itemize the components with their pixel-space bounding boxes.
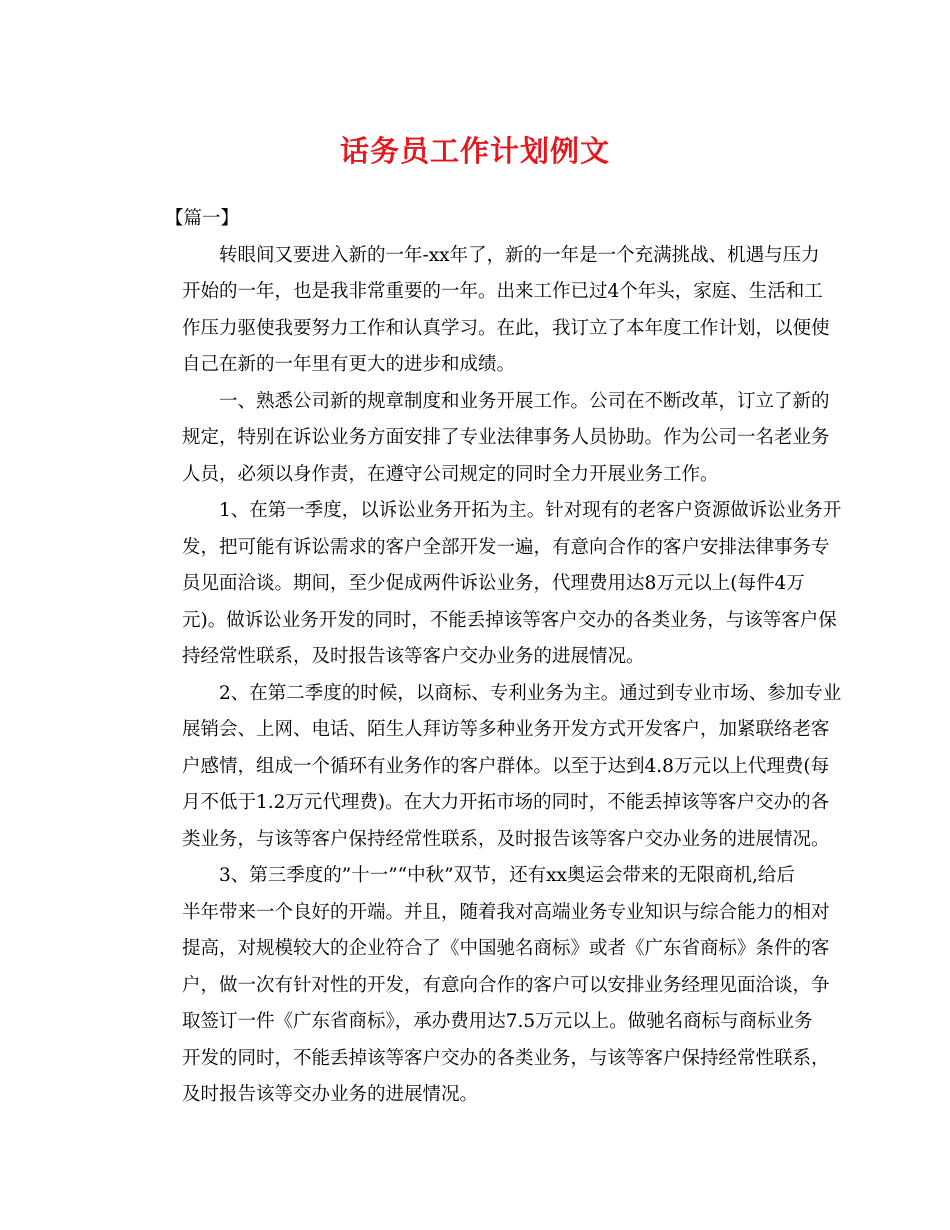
- paragraph-line: 转眼间又要进入新的一年-xx年了，新的一年是一个充满挑战、机遇与压力: [219, 244, 820, 266]
- paragraph-intro: [145, 238, 830, 384]
- paragraph-line: 户感情，组成一个循环有业务作的客户群体。以至于达到4.8万元以上代理费(每: [182, 755, 830, 777]
- paragraph-line: 半年带来一个良好的开端。并且，随着我对高端业务专业知识与综合能力的相对: [182, 901, 830, 923]
- paragraph-section-one: [145, 384, 830, 494]
- paragraph-line: 3、第三季度的”十一”“中秋”双节，还有xx奥运会带来的无限商机,给后: [219, 865, 795, 886]
- paragraph-q3: [145, 858, 830, 1114]
- paragraph-line: 取签订一件《广东省商标》，承办费用达7.5万元以上。做驰名商标与商标业务: [182, 1011, 813, 1032]
- paragraph-line: 及时报告该等交办业务的进展情况。: [182, 1084, 479, 1105]
- document-title: 话务员工作计划例文: [339, 134, 610, 168]
- paragraph-line: 类业务，与该等客户保持经常性联系，及时报告该等客户交办业务的进展情况。: [182, 828, 830, 850]
- paragraph-line: 2、在第二季度的时候，以商标、专利业务为主。通过到专业市场、参加专业: [219, 682, 842, 704]
- paragraph-line: 月不低于1.2万元代理费)。在大力开拓市场的同时，不能丢掉该等客户交办的各: [182, 792, 830, 813]
- document-body: [145, 201, 842, 1114]
- paragraph-line: 规定，特别在诉讼业务方面安排了专业法律事务人员协助。作为公司一名老业务: [182, 427, 830, 448]
- paragraph-line: 1、在第一季度，以诉讼业务开拓为主。针对现有的老客户资源做诉讼业务开: [219, 500, 842, 521]
- paragraph-line: 一、熟悉公司新的规章制度和业务开展工作。公司在不断改革，订立了新的: [219, 390, 830, 412]
- paragraph-line: 人员，必须以身作责，在遵守公司规定的同时全力开展业务工作。: [182, 463, 719, 485]
- paragraph-line: 员见面洽谈。期间，至少促成两件诉讼业务，代理费用达8万元以上(每件4万: [182, 573, 805, 594]
- paragraph-line: 发，把可能有诉讼需求的客户全部开发一遍，有意向合作的客户安排法律事务专: [182, 536, 830, 558]
- paragraph-line: 持经常性联系，及时报告该等客户交办业务的进展情况。: [182, 646, 645, 667]
- paragraph-line: 展销会、上网、电话、陌生人拜访等多种业务开发方式开发客户，加紧联络老客: [182, 719, 830, 740]
- paragraph-q2: [145, 676, 842, 859]
- paragraph-line: 元)。做诉讼业务开发的同时，不能丢掉该等客户交办的各类业务，与该等客户保: [182, 609, 837, 631]
- paragraph-line: 开发的同时，不能丢掉该等客户交办的各类业务，与该等客户保持经常性联系，: [182, 1047, 830, 1069]
- section-label: 【篇一】: [165, 208, 240, 229]
- paragraph-q1: [145, 493, 842, 676]
- paragraph-line: 作压力驱使我要努力工作和认真学习。在此，我订立了本年度工作计划，以便使: [182, 317, 830, 339]
- paragraph-line: 户，做一次有针对性的开发，有意向合作的客户可以安排业务经理见面洽谈，争: [182, 974, 830, 996]
- paragraph-line: 提高，对规模较大的企业符合了《中国驰名商标》或者《广东省商标》条件的客: [182, 938, 830, 959]
- paragraph-line: 自己在新的一年里有更大的进步和成绩。: [182, 354, 516, 375]
- paragraph-line: 开始的一年，也是我非常重要的一年。出来工作已过4个年头，家庭、生活和工: [182, 281, 823, 302]
